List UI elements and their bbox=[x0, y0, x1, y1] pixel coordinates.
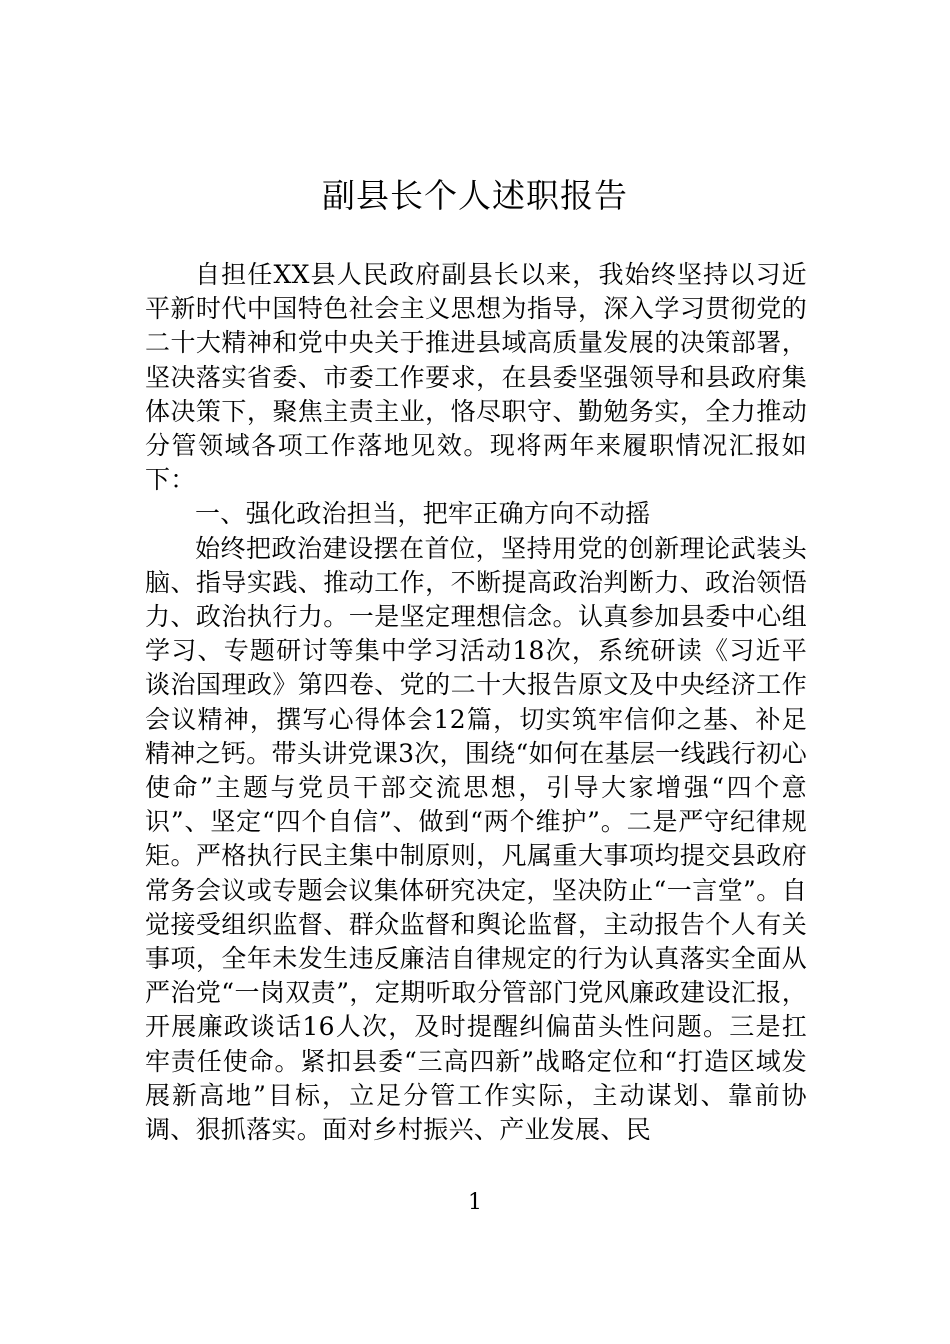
section-paragraph: 始终把政治建设摆在首位，坚持用党的创新理论武装头脑、指导实践、推动工作，不断提高政治判断力、政治领悟力、政治执行力。一是坚定理想信念。认真参加县委中心组学习、专题研讨等集中学习活动18次，系统研读《习近平谈治国理政》第四卷、党的二十大报告原文及中央经济工作会议精神，撰写心得体会12篇，切实筑牢信仰之基、补足精神之钙。带头讲党课3次，围绕“如何在基层一线践行初心使命”主题与党员干部交流思想，引导大家增强“四个意识”、坚定“四个自信”、做到“两个维护”。二是严守纪律规矩。严格执行民主集中制原则，凡属重大事项均提交县政府常务会议或专题会议集体研究决定，坚决防止“一言堂”。自觉接受组织监督、群众监督和舆论监督，主动报告个人有关事项，全年未发生违反廉洁自律规定的行为认真落实全面从严治党“一岗双责”，定期听取分管部门党风廉政建设汇报，开展廉政谈话16人次，及时提醒纠偏苗头性问题。三是扛牢责任使命。紧扣县委“三高四新”战略定位和“打造区域发展新高地”目标，立足分管工作实际，主动谋划、靠前协调、狠抓落实。面对乡村振兴、产业发展、民 bbox=[145, 533, 807, 1145]
document-body bbox=[145, 258, 807, 1147]
intro-paragraph: 自担任XX县人民政府副县长以来，我始终坚持以习近平新时代中国特色社会主义思想为指导，深入学习贯彻党的二十大精神和党中央关于推进县域高质量发展的决策部署，坚决落实省委、市委工作要求，在县委坚强领导和县政府集体决策下，聚焦主责主业，恪尽职守、勤勉务实，全力推动分管领域各项工作落地见效。现将两年来履职情况汇报如下： bbox=[145, 260, 807, 495]
document-title: 副县长个人述职报告 bbox=[322, 176, 628, 215]
page-number: 1 bbox=[468, 1190, 482, 1215]
section-heading: 一、强化政治担当，把牢正确方向不动摇 bbox=[195, 499, 651, 529]
